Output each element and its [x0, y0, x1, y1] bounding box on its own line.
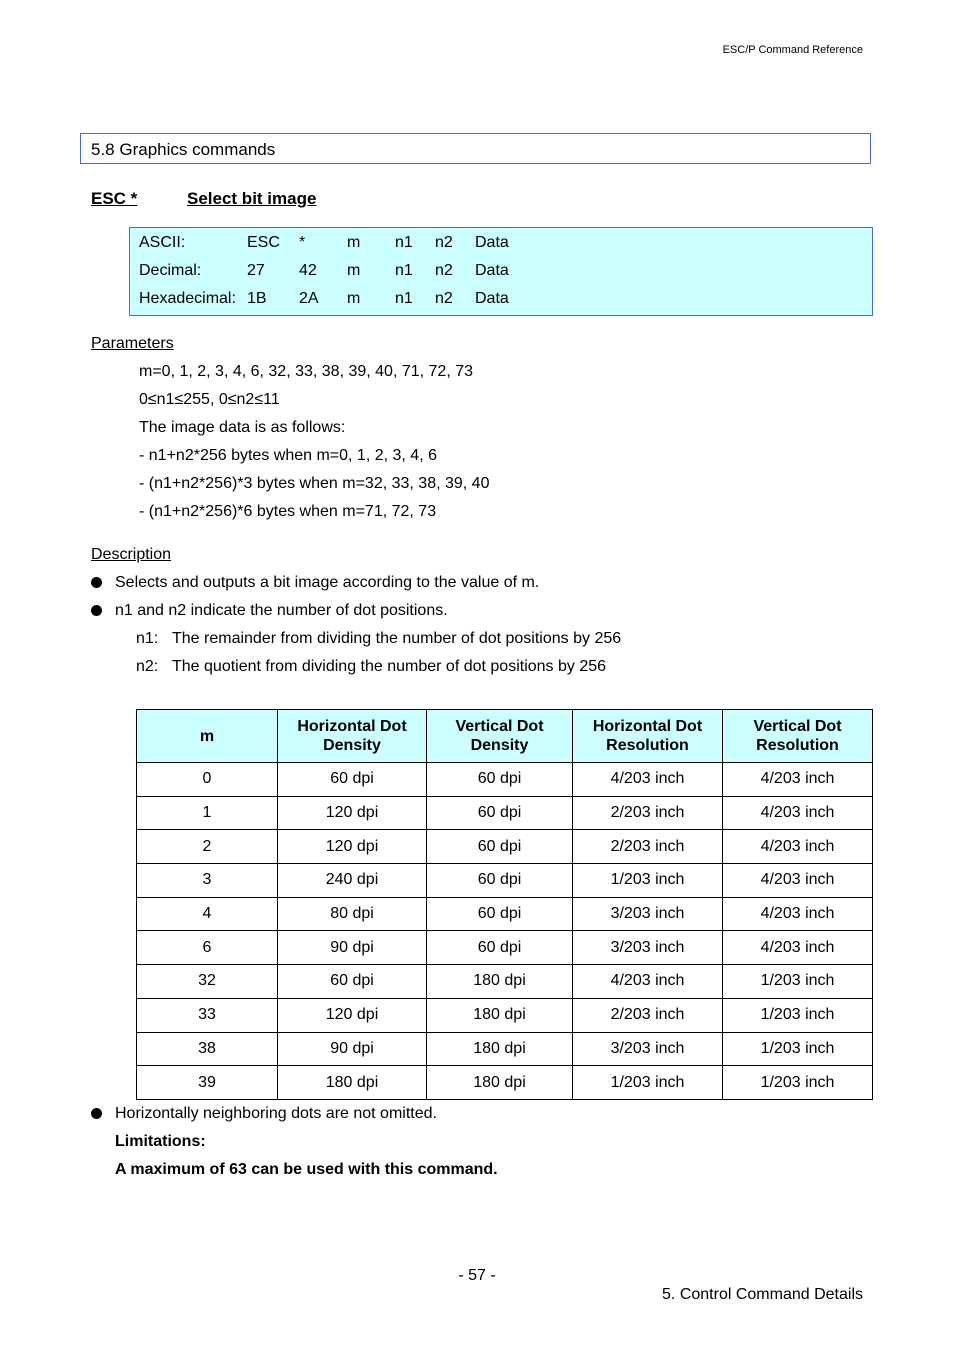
table-cell: 60 dpi — [427, 796, 573, 830]
table-cell: 4/203 inch — [723, 830, 873, 864]
table-cell: 60 dpi — [427, 830, 573, 864]
table-cell: 1/203 inch — [723, 965, 873, 999]
table-cell: 180 dpi — [427, 965, 573, 999]
table-cell: 32 — [137, 965, 278, 999]
parameter-line: m=0, 1, 2, 3, 4, 6, 32, 33, 38, 39, 40, 71, 72, 73 — [139, 363, 474, 380]
syntax-row-hex — [130, 290, 872, 318]
table-cell: 120 dpi — [278, 998, 427, 1032]
syntax-value: n1 — [395, 234, 413, 251]
n2-label: n2: — [136, 658, 159, 675]
table-cell: 60 dpi — [427, 763, 573, 797]
table-cell: 60 dpi — [278, 763, 427, 797]
syntax-value: n1 — [395, 290, 413, 307]
table-cell: 1 — [137, 796, 278, 830]
table-cell: 240 dpi — [278, 864, 427, 898]
table-row — [137, 830, 873, 864]
note-bullet: Horizontally neighboring dots are not omitted. — [115, 1105, 437, 1122]
table-header: Horizontal Dot Density — [278, 710, 427, 763]
syntax-value: m — [347, 290, 361, 307]
table-cell: 4/203 inch — [723, 897, 873, 931]
table-cell: 4/203 inch — [723, 763, 873, 797]
table-cell: 2/203 inch — [573, 830, 723, 864]
table-cell: 4 — [137, 897, 278, 931]
parameter-line: - (n1+n2*256)*3 bytes when m=32, 33, 38, 39, 40 — [139, 475, 490, 492]
table-row — [137, 897, 873, 931]
table-cell: 2/203 inch — [573, 796, 723, 830]
table-cell: 3 — [137, 864, 278, 898]
table-row — [137, 965, 873, 999]
table-cell: 180 dpi — [427, 1066, 573, 1100]
syntax-value: Data — [475, 290, 509, 307]
parameter-line: - (n1+n2*256)*6 bytes when m=71, 72, 73 — [139, 503, 437, 520]
table-cell: 4/203 inch — [573, 965, 723, 999]
syntax-value: 1B — [247, 290, 267, 307]
syntax-value: * — [299, 234, 306, 251]
syntax-box — [129, 227, 873, 316]
table-row — [137, 763, 873, 797]
table-cell: 80 dpi — [278, 897, 427, 931]
description-heading: Description — [91, 546, 172, 563]
parameters-heading: Parameters — [91, 335, 174, 352]
table-cell: 180 dpi — [427, 1032, 573, 1066]
table-cell: 180 dpi — [427, 998, 573, 1032]
bullet-icon — [91, 605, 102, 616]
syntax-label: Hexadecimal: — [139, 290, 236, 307]
syntax-label: Decimal: — [139, 262, 202, 279]
limitations-heading: Limitations: — [115, 1133, 206, 1150]
table-header: Vertical Dot Resolution — [723, 710, 873, 763]
table-cell: 0 — [137, 763, 278, 797]
table-header-row — [137, 710, 873, 763]
syntax-value: ESC — [247, 234, 280, 251]
table-row — [137, 796, 873, 830]
table-cell: 60 dpi — [427, 931, 573, 965]
table-cell: 4/203 inch — [573, 763, 723, 797]
section-title-box — [80, 133, 871, 164]
parameter-line: 0≤n1≤255, 0≤n2≤11 — [139, 391, 280, 408]
syntax-value: n1 — [395, 262, 413, 279]
command-heading — [91, 189, 317, 209]
header-reference: ESC/P Command Reference — [722, 44, 863, 56]
syntax-value: Data — [475, 262, 509, 279]
table-header: m — [137, 710, 278, 763]
n2-text: The quotient from dividing the number of dot positions by 256 — [172, 658, 607, 675]
syntax-value: n2 — [435, 290, 453, 307]
bit-image-mode-table — [136, 709, 873, 1100]
syntax-value: m — [347, 262, 361, 279]
table-cell: 1/203 inch — [723, 1032, 873, 1066]
syntax-value: n2 — [435, 234, 453, 251]
bullet-icon — [91, 1108, 102, 1119]
page-number: - 57 - — [458, 1267, 496, 1284]
syntax-value: m — [347, 234, 361, 251]
table-cell: 1/203 inch — [573, 864, 723, 898]
table-cell: 120 dpi — [278, 830, 427, 864]
syntax-row-decimal — [130, 262, 872, 290]
table-cell: 60 dpi — [427, 864, 573, 898]
table-cell: 90 dpi — [278, 1032, 427, 1066]
syntax-label: ASCII: — [139, 234, 186, 251]
command-title: Select bit image — [187, 189, 317, 208]
table-cell: 4/203 inch — [723, 931, 873, 965]
syntax-row-ascii — [130, 234, 872, 262]
description-bullet: Selects and outputs a bit image according to the value of m. — [115, 574, 540, 591]
table-row — [137, 864, 873, 898]
table-cell: 33 — [137, 998, 278, 1032]
table-cell: 4/203 inch — [723, 796, 873, 830]
table-row — [137, 1032, 873, 1066]
command-code: ESC * — [91, 189, 138, 208]
syntax-value: Data — [475, 234, 509, 251]
section-title: 5.8 Graphics commands — [91, 140, 276, 159]
table-cell: 1/203 inch — [723, 998, 873, 1032]
table-cell: 2 — [137, 830, 278, 864]
table-row — [137, 931, 873, 965]
table-header: Horizontal Dot Resolution — [573, 710, 723, 763]
n1-label: n1: — [136, 630, 159, 647]
table-cell: 39 — [137, 1066, 278, 1100]
table-header: Vertical Dot Density — [427, 710, 573, 763]
limitations-text: A maximum of 63 can be used with this command. — [115, 1161, 498, 1178]
syntax-value: 2A — [299, 290, 319, 307]
table-cell: 60 dpi — [278, 965, 427, 999]
table-cell: 1/203 inch — [573, 1066, 723, 1100]
bullet-icon — [91, 577, 102, 588]
description-bullet: n1 and n2 indicate the number of dot positions. — [115, 602, 448, 619]
parameter-line: - n1+n2*256 bytes when m=0, 1, 2, 3, 4, 6 — [139, 447, 437, 464]
n1-text: The remainder from dividing the number of dot positions by 256 — [172, 630, 622, 647]
table-cell: 90 dpi — [278, 931, 427, 965]
table-cell: 2/203 inch — [573, 998, 723, 1032]
table-cell: 180 dpi — [278, 1066, 427, 1100]
table-cell: 38 — [137, 1032, 278, 1066]
syntax-value: 42 — [299, 262, 317, 279]
table-cell: 6 — [137, 931, 278, 965]
table-row — [137, 998, 873, 1032]
table-cell: 3/203 inch — [573, 931, 723, 965]
table-cell: 60 dpi — [427, 897, 573, 931]
parameter-line: The image data is as follows: — [139, 419, 346, 436]
syntax-value: n2 — [435, 262, 453, 279]
table-cell: 3/203 inch — [573, 1032, 723, 1066]
table-cell: 3/203 inch — [573, 897, 723, 931]
table-cell: 120 dpi — [278, 796, 427, 830]
footer-chapter: 5. Control Command Details — [662, 1286, 863, 1303]
table-row — [137, 1066, 873, 1100]
syntax-value: 27 — [247, 262, 265, 279]
table-cell: 4/203 inch — [723, 864, 873, 898]
table-cell: 1/203 inch — [723, 1066, 873, 1100]
